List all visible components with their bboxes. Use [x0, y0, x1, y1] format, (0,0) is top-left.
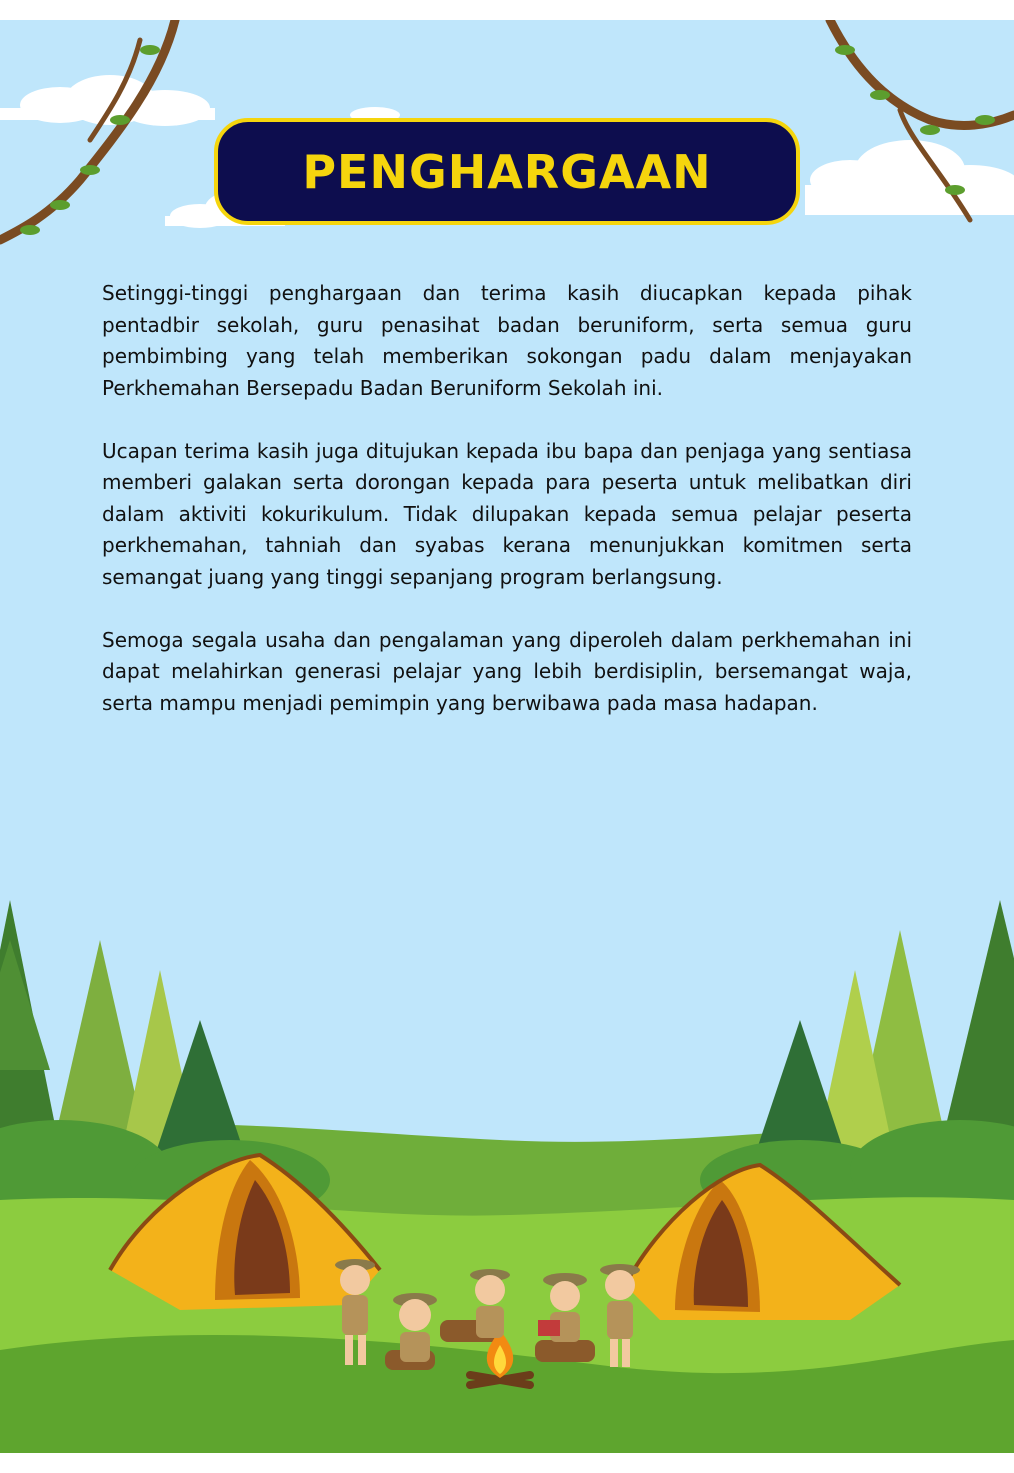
cloud-right [805, 140, 1014, 215]
tree-left-1 [0, 900, 60, 1150]
cloud-left [0, 75, 215, 126]
page-title: PENGHARGAAN [302, 144, 712, 199]
tree-right-1 [940, 900, 1014, 1150]
body-text [102, 278, 912, 751]
paragraph-3: Semoga segala usaha dan pengalaman yang diperoleh dalam perkhemahan ini dapat melahirkan generasi pelajar yang lebih berdisiplin, bersemangat waja, serta mampu menjadi pemimpin yang berwibawa pada masa hadapan. [102, 627, 912, 715]
page [0, 20, 1014, 1453]
paragraph-1: Setinggi-tinggi penghargaan dan terima kasih diucapkan kepada pihak pentadbir sekolah, guru penasihat badan beruniform, serta semua guru pembimbing yang telah memberikan sokongan padu dalam menjayakan Perkhemahan Bersepadu Badan Beruniform Sekolah ini. [102, 281, 912, 400]
title-banner [214, 118, 800, 225]
paragraph-2: Ucapan terima kasih juga ditujukan kepada ibu bapa dan penjaga yang sentiasa memberi galakan serta dorongan kepada para peserta untuk melibatkan diri dalam aktiviti kokurikulum. Tidak dilupakan kepada semua pelajar peserta perkhemahan, tahniah dan syabas kerana menunjukkan komitmen serta semangat juang yang tinggi sepanjang program berlangsung. [102, 438, 912, 589]
